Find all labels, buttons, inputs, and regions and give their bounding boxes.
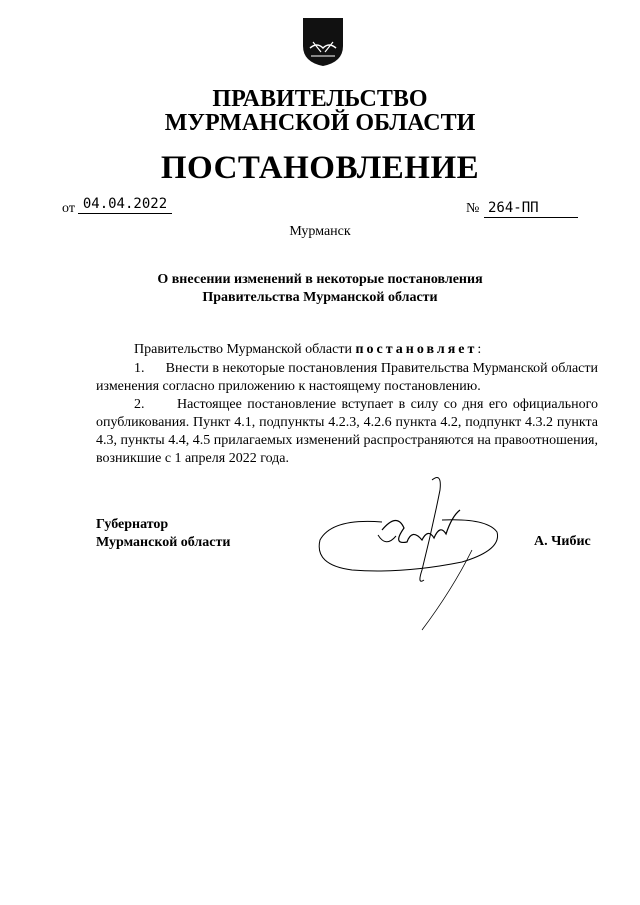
intro-verb: постановляет <box>355 342 478 357</box>
signer-title-line1: Губернатор <box>96 517 169 532</box>
document-number: 264-ПП <box>484 200 578 218</box>
paragraph-1: 1. Внести в некоторые постановления Правительства Мурманской области изменения согласно приложению к настоящему постановлению. <box>96 361 598 394</box>
number-label: № <box>466 201 480 216</box>
signer-title <box>96 516 230 552</box>
intro-paragraph <box>134 341 598 359</box>
intro-text: Правительство Мурманской области <box>134 342 356 357</box>
date-label: от <box>62 201 75 216</box>
subject-line2: Правительства Мурманской области <box>202 290 438 305</box>
government-title-line1: ПРАВИТЕЛЬСТВО <box>212 86 428 112</box>
coat-of-arms-icon <box>301 16 345 68</box>
government-title-line2: МУРМАНСКОЙ ОБЛАСТИ <box>164 110 476 136</box>
paragraph-2: 2. Настоящее постановление вступает в силу со дня его официального опубликования. Пункт 4.1, подпункты 4.2.3, 4.2.6 пункта 4.2, подпункт 4.3.2 пункта 4.3, пункты 4.4, 4.5 прилагаемых изменений распространяются на правоотношения, возникшие с 1 апреля 2022 года. <box>96 397 598 466</box>
city: Мурманск <box>289 224 351 239</box>
document-type: ПОСТАНОВЛЕНИЕ <box>160 150 480 186</box>
signer-name: А. Чибис <box>534 534 591 549</box>
signer-title-line2: Мурманской области <box>96 535 231 550</box>
intro-colon: : <box>477 342 482 357</box>
subject-line1: О внесении изменений в некоторые постановления <box>157 272 483 287</box>
document-date: 04.04.2022 <box>78 196 172 214</box>
handwritten-signature <box>312 470 512 635</box>
